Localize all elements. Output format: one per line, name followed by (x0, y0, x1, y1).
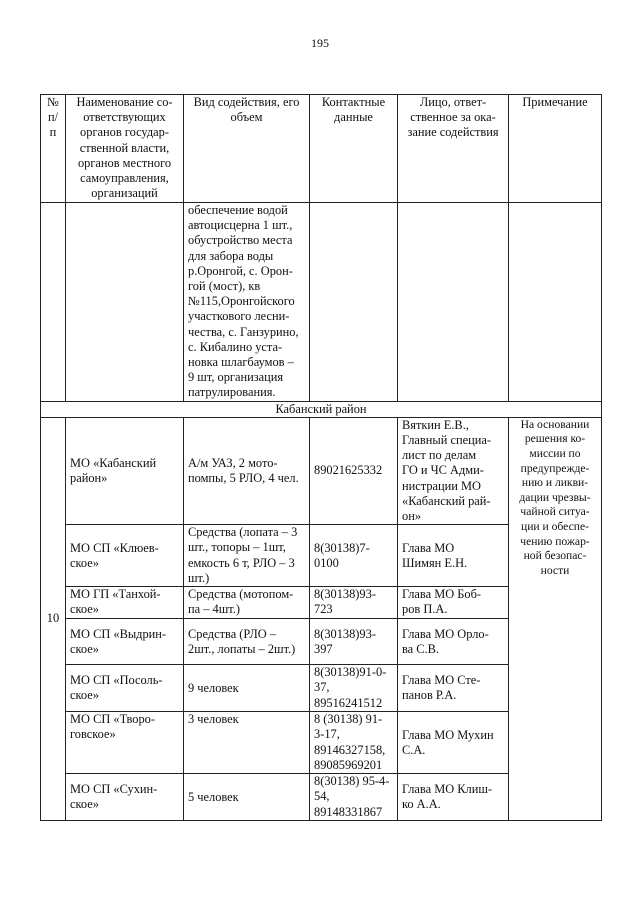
note-cell: На основании решения ко- миссии по предупрежде- нию и ликви- дации чрезвы- чайной ситуа- ции и обеспе- чению пожар- ной безопас- ности (509, 417, 602, 820)
header-contacts: Контактные данные (310, 95, 398, 203)
header-person: Лицо, ответ- ственное за ока- зание содействия (398, 95, 509, 203)
org-name: МО СП «Клюев- ское» (66, 525, 184, 587)
assistance-cell: 3 человек (184, 712, 310, 774)
header-row (41, 95, 602, 203)
assistance-cell: 9 человек (184, 665, 310, 712)
contacts-cell: 8(30138)93- 397 (310, 619, 398, 665)
continuation-name (66, 203, 184, 402)
region-header-row (41, 401, 602, 417)
responsible-person: Глава МО Шимян Е.Н. (398, 525, 509, 587)
org-name: МО СП «Сухин- ское» (66, 774, 184, 821)
responsible-person: Вяткин Е.В., Главный специа- лист по делам ГО и ЧС Адми- нистрации МО «Кабанский рай- он» (398, 417, 509, 524)
continuation-row (41, 203, 602, 402)
contacts-cell: 8(30138) 95-4- 54, 89148331867 (310, 774, 398, 821)
continuation-assistance: обеспечение водой автоцисцерна 1 шт., обустройство места для забора воды р.Оронгой, с. Орон- гой (мост), кв №115,Оронгойского участкового лесни- чества, с. Ганзурино, с. Кибалино уста- новка шлагбаумов – 9 шт, организация патрулирования. (184, 203, 310, 402)
header-assistance: Вид содействия, его объем (184, 95, 310, 203)
assistance-cell: 5 человек (184, 774, 310, 821)
org-name: МО «Кабанский район» (66, 417, 184, 524)
continuation-note (509, 203, 602, 402)
continuation-person (398, 203, 509, 402)
table-row (41, 417, 602, 524)
contacts-cell: 89021625332 (310, 417, 398, 524)
org-name: МО ГП «Танхой- ское» (66, 587, 184, 619)
responsible-person: Глава МО Клиш- ко А.А. (398, 774, 509, 821)
assistance-table (40, 94, 602, 821)
contacts-cell: 8(30138)91-0- 37, 89516241512 (310, 665, 398, 712)
responsible-person: Глава МО Боб- ров П.А. (398, 587, 509, 619)
page-number: 195 (311, 36, 329, 50)
assistance-cell: А/м УАЗ, 2 мото- помпы, 5 РЛО, 4 чел. (184, 417, 310, 524)
assistance-cell: Средства (мотопом- па – 4шт.) (184, 587, 310, 619)
org-name: МО СП «Творо- говское» (66, 712, 184, 774)
header-name: Наименование со- ответствующих органов государ- ственной власти, органов местного самоуправления, организаций (66, 95, 184, 203)
responsible-person: Глава МО Сте- панов Р.А. (398, 665, 509, 712)
contacts-cell: 8(30138)93- 723 (310, 587, 398, 619)
org-name: МО СП «Выдрин- ское» (66, 619, 184, 665)
responsible-person: Глава МО Орло- ва С.В. (398, 619, 509, 665)
continuation-contacts (310, 203, 398, 402)
header-num: № п/ п (41, 95, 66, 203)
region-title: Кабанский район (41, 401, 602, 417)
header-note: Примечание (509, 95, 602, 203)
continuation-num (41, 203, 66, 402)
contacts-cell: 8(30138)7- 0100 (310, 525, 398, 587)
responsible-person: Глава МО Мухин С.А. (398, 712, 509, 774)
contacts-cell: 8 (30138) 91- 3-17, 89146327158, 89085969201 (310, 712, 398, 774)
assistance-cell: Средства (лопата – 3 шт., топоры – 1шт, емкость 6 т, РЛО – 3 шт.) (184, 525, 310, 587)
assistance-cell: Средства (РЛО – 2шт., лопаты – 2шт.) (184, 619, 310, 665)
org-name: МО СП «Посоль- ское» (66, 665, 184, 712)
section-number: 10 (41, 417, 66, 820)
